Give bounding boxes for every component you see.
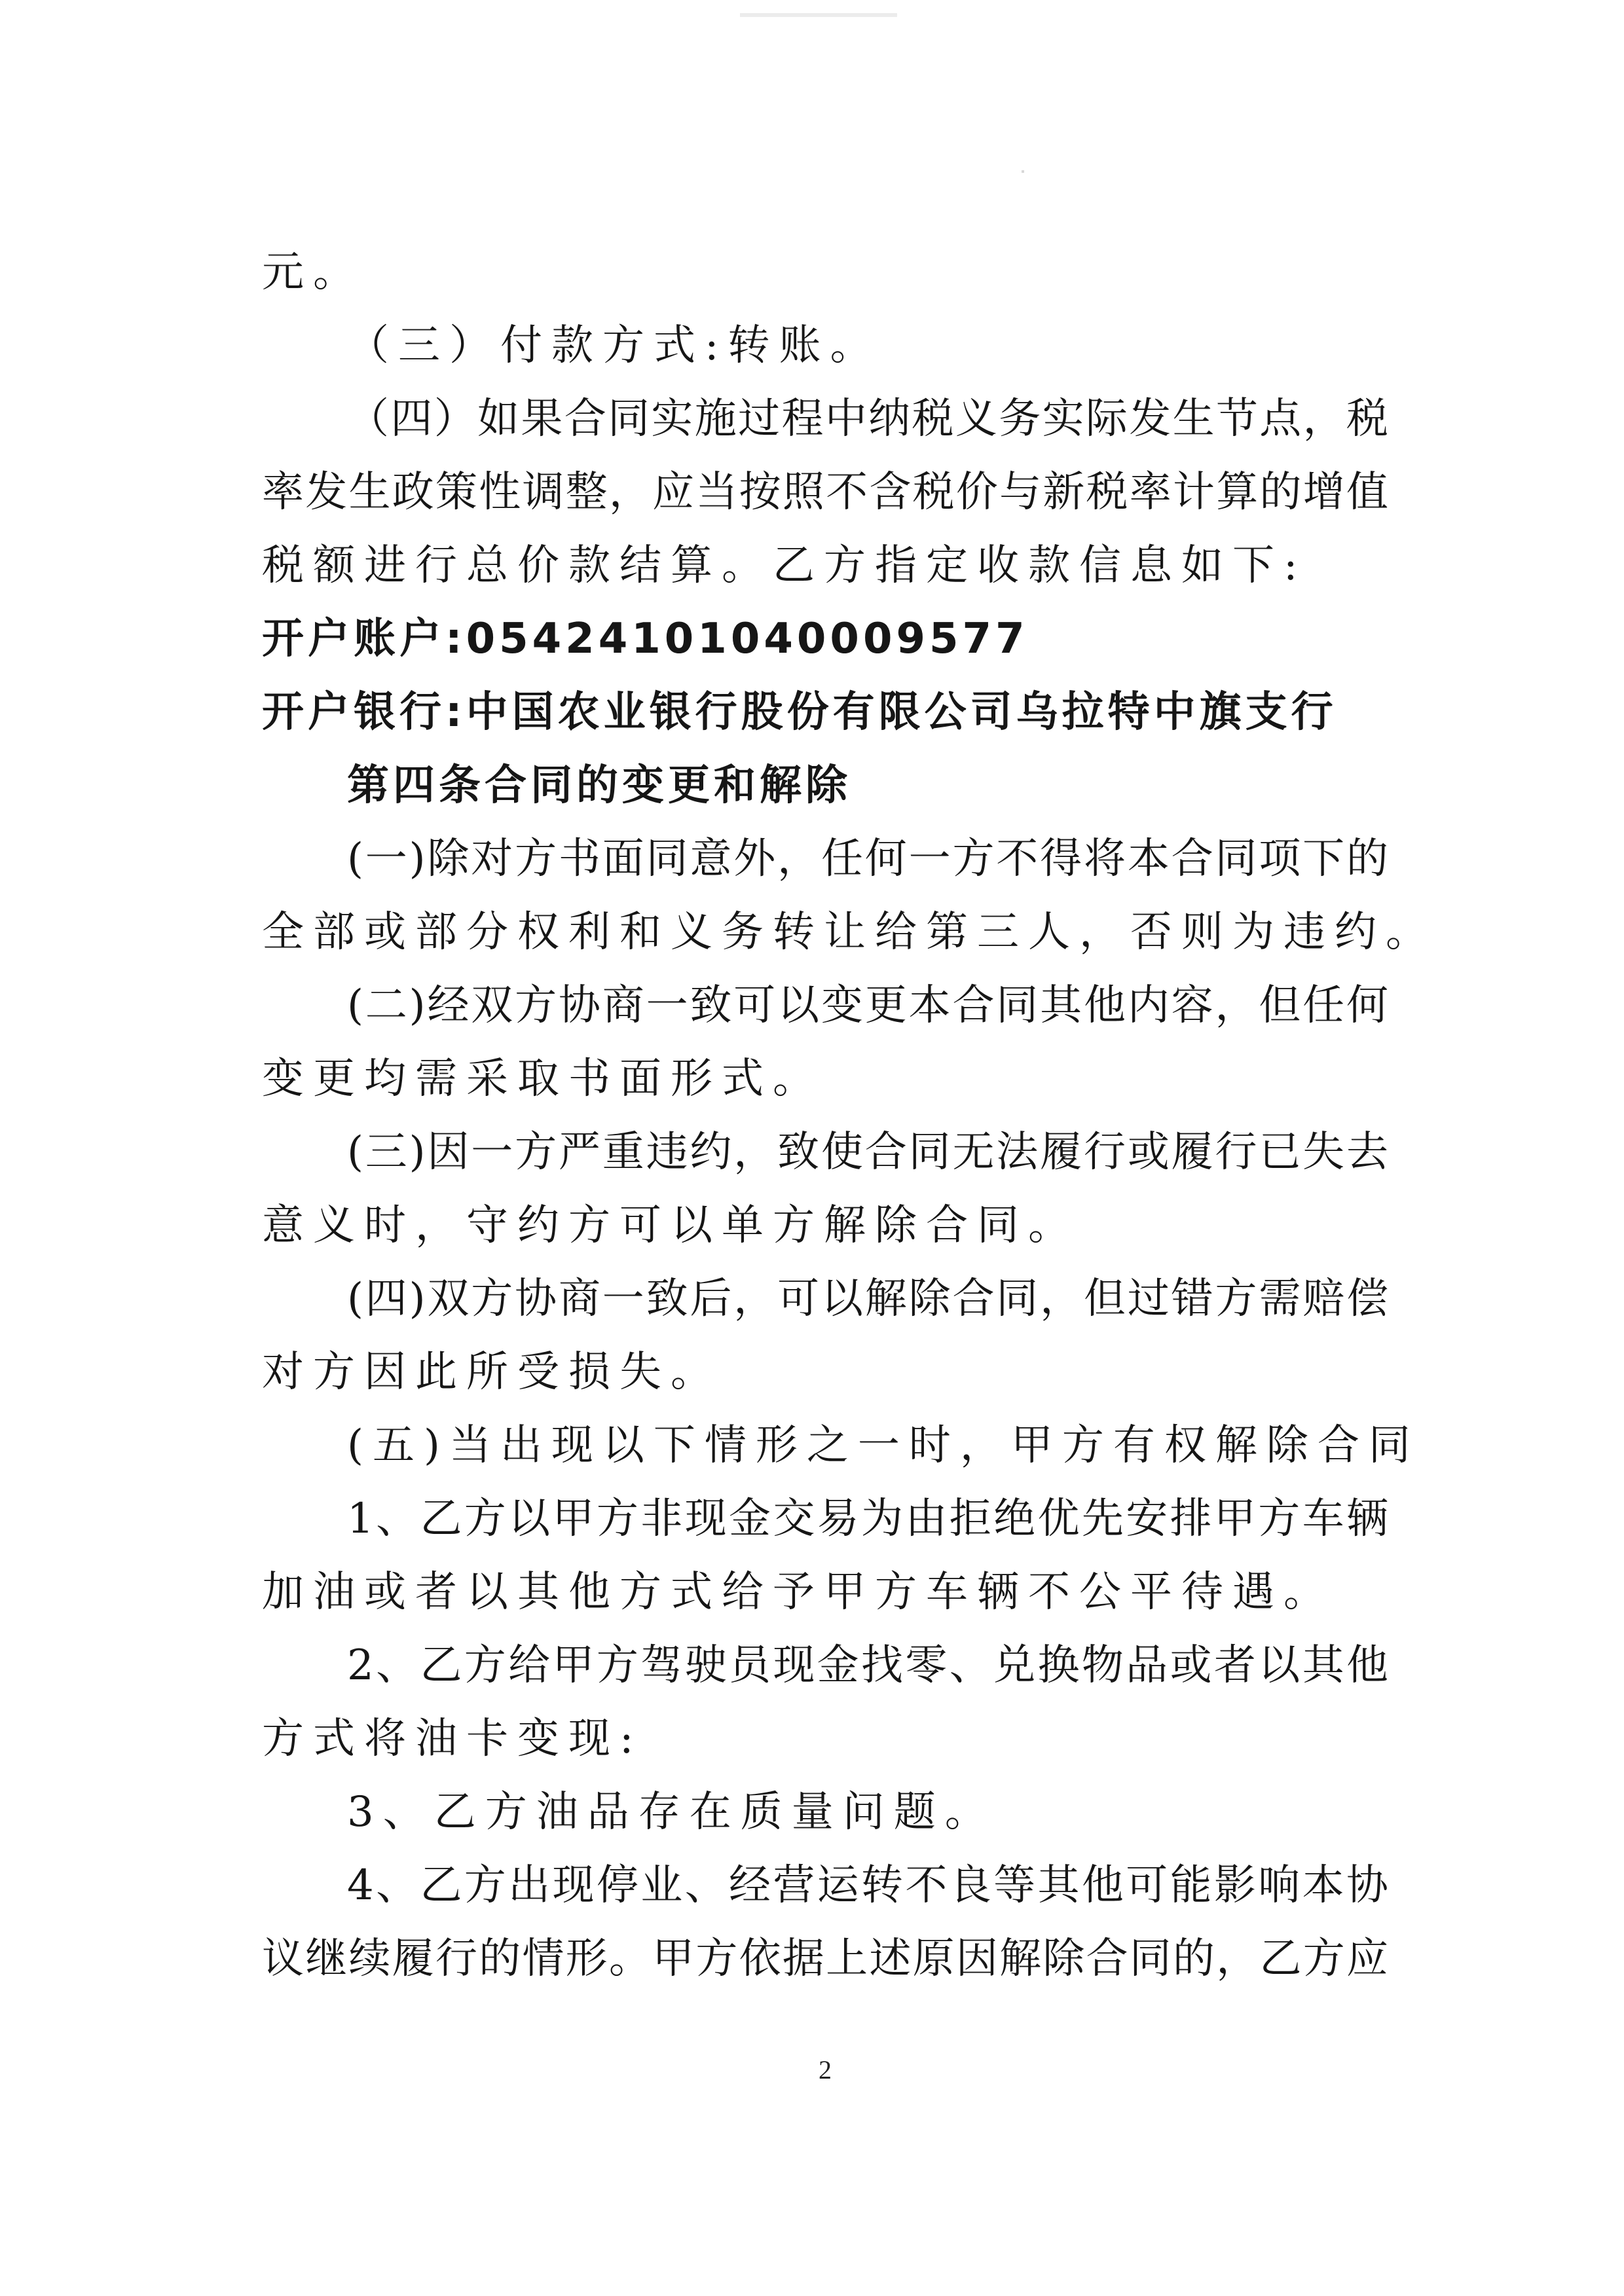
text-line: 意义时，守约方可以单方解除合同。	[262, 1201, 1079, 1250]
text-line: (二)经双方协商一致可以变更本合同其他内容，但任何	[347, 981, 1388, 1030]
text-line: (三)因一方严重违约，致使合同无法履行或履行已失去	[347, 1128, 1388, 1176]
scan-bleed-mark	[740, 13, 897, 17]
text-line: 加油或者以其他方式给予甲方车辆不公平待遇。	[262, 1568, 1335, 1616]
text-line: (四)双方协商一致后，可以解除合同，但过错方需赔偿	[347, 1275, 1388, 1323]
text-line: 3、乙方油品存在质量问题。	[347, 1788, 996, 1836]
text-line: 对方因此所受损失。	[262, 1348, 722, 1396]
text-line: 元。	[262, 248, 364, 297]
text-line: 议继续履行的情形。甲方依据上述原因解除合同的，乙方应	[262, 1935, 1388, 1983]
text-line: （四）如果合同实施过程中纳税义务实际发生节点，税	[347, 395, 1388, 443]
text-line: 税额进行总价款结算。乙方指定收款信息如下:	[262, 541, 1307, 590]
text-line: 率发生政策性调整，应当按照不含税价与新税率计算的增值	[262, 468, 1388, 517]
text-line: (五)当出现以下情形之一时，甲方有权解除合同	[347, 1421, 1420, 1470]
text-line: (一)除对方书面同意外，任何一方不得将本合同项下的	[347, 835, 1388, 883]
text-line: 1、乙方以甲方非现金交易为由拒绝优先安排甲方车辆	[347, 1495, 1388, 1543]
bank-account-line: 开户账户:05424101040009577	[262, 615, 1029, 663]
text-line: 方式将油卡变现:	[262, 1715, 643, 1763]
scan-bleed-mark	[1022, 170, 1024, 173]
bank-name-line: 开户银行:中国农业银行股份有限公司乌拉特中旗支行	[262, 688, 1337, 737]
text-line: （三）付款方式:转账。	[347, 321, 881, 370]
text-line: 4、乙方出现停业、经营运转不良等其他可能影响本协	[347, 1861, 1388, 1910]
section-heading: 第四条合同的变更和解除	[347, 761, 851, 810]
page-number: 2	[819, 2055, 832, 2085]
text-line: 变更均需采取书面形式。	[262, 1055, 824, 1103]
text-line: 全部或部分权利和义务转让给第三人，否则为违约。	[262, 908, 1437, 957]
text-line: 2、乙方给甲方驾驶员现金找零、兑换物品或者以其他	[347, 1641, 1388, 1690]
